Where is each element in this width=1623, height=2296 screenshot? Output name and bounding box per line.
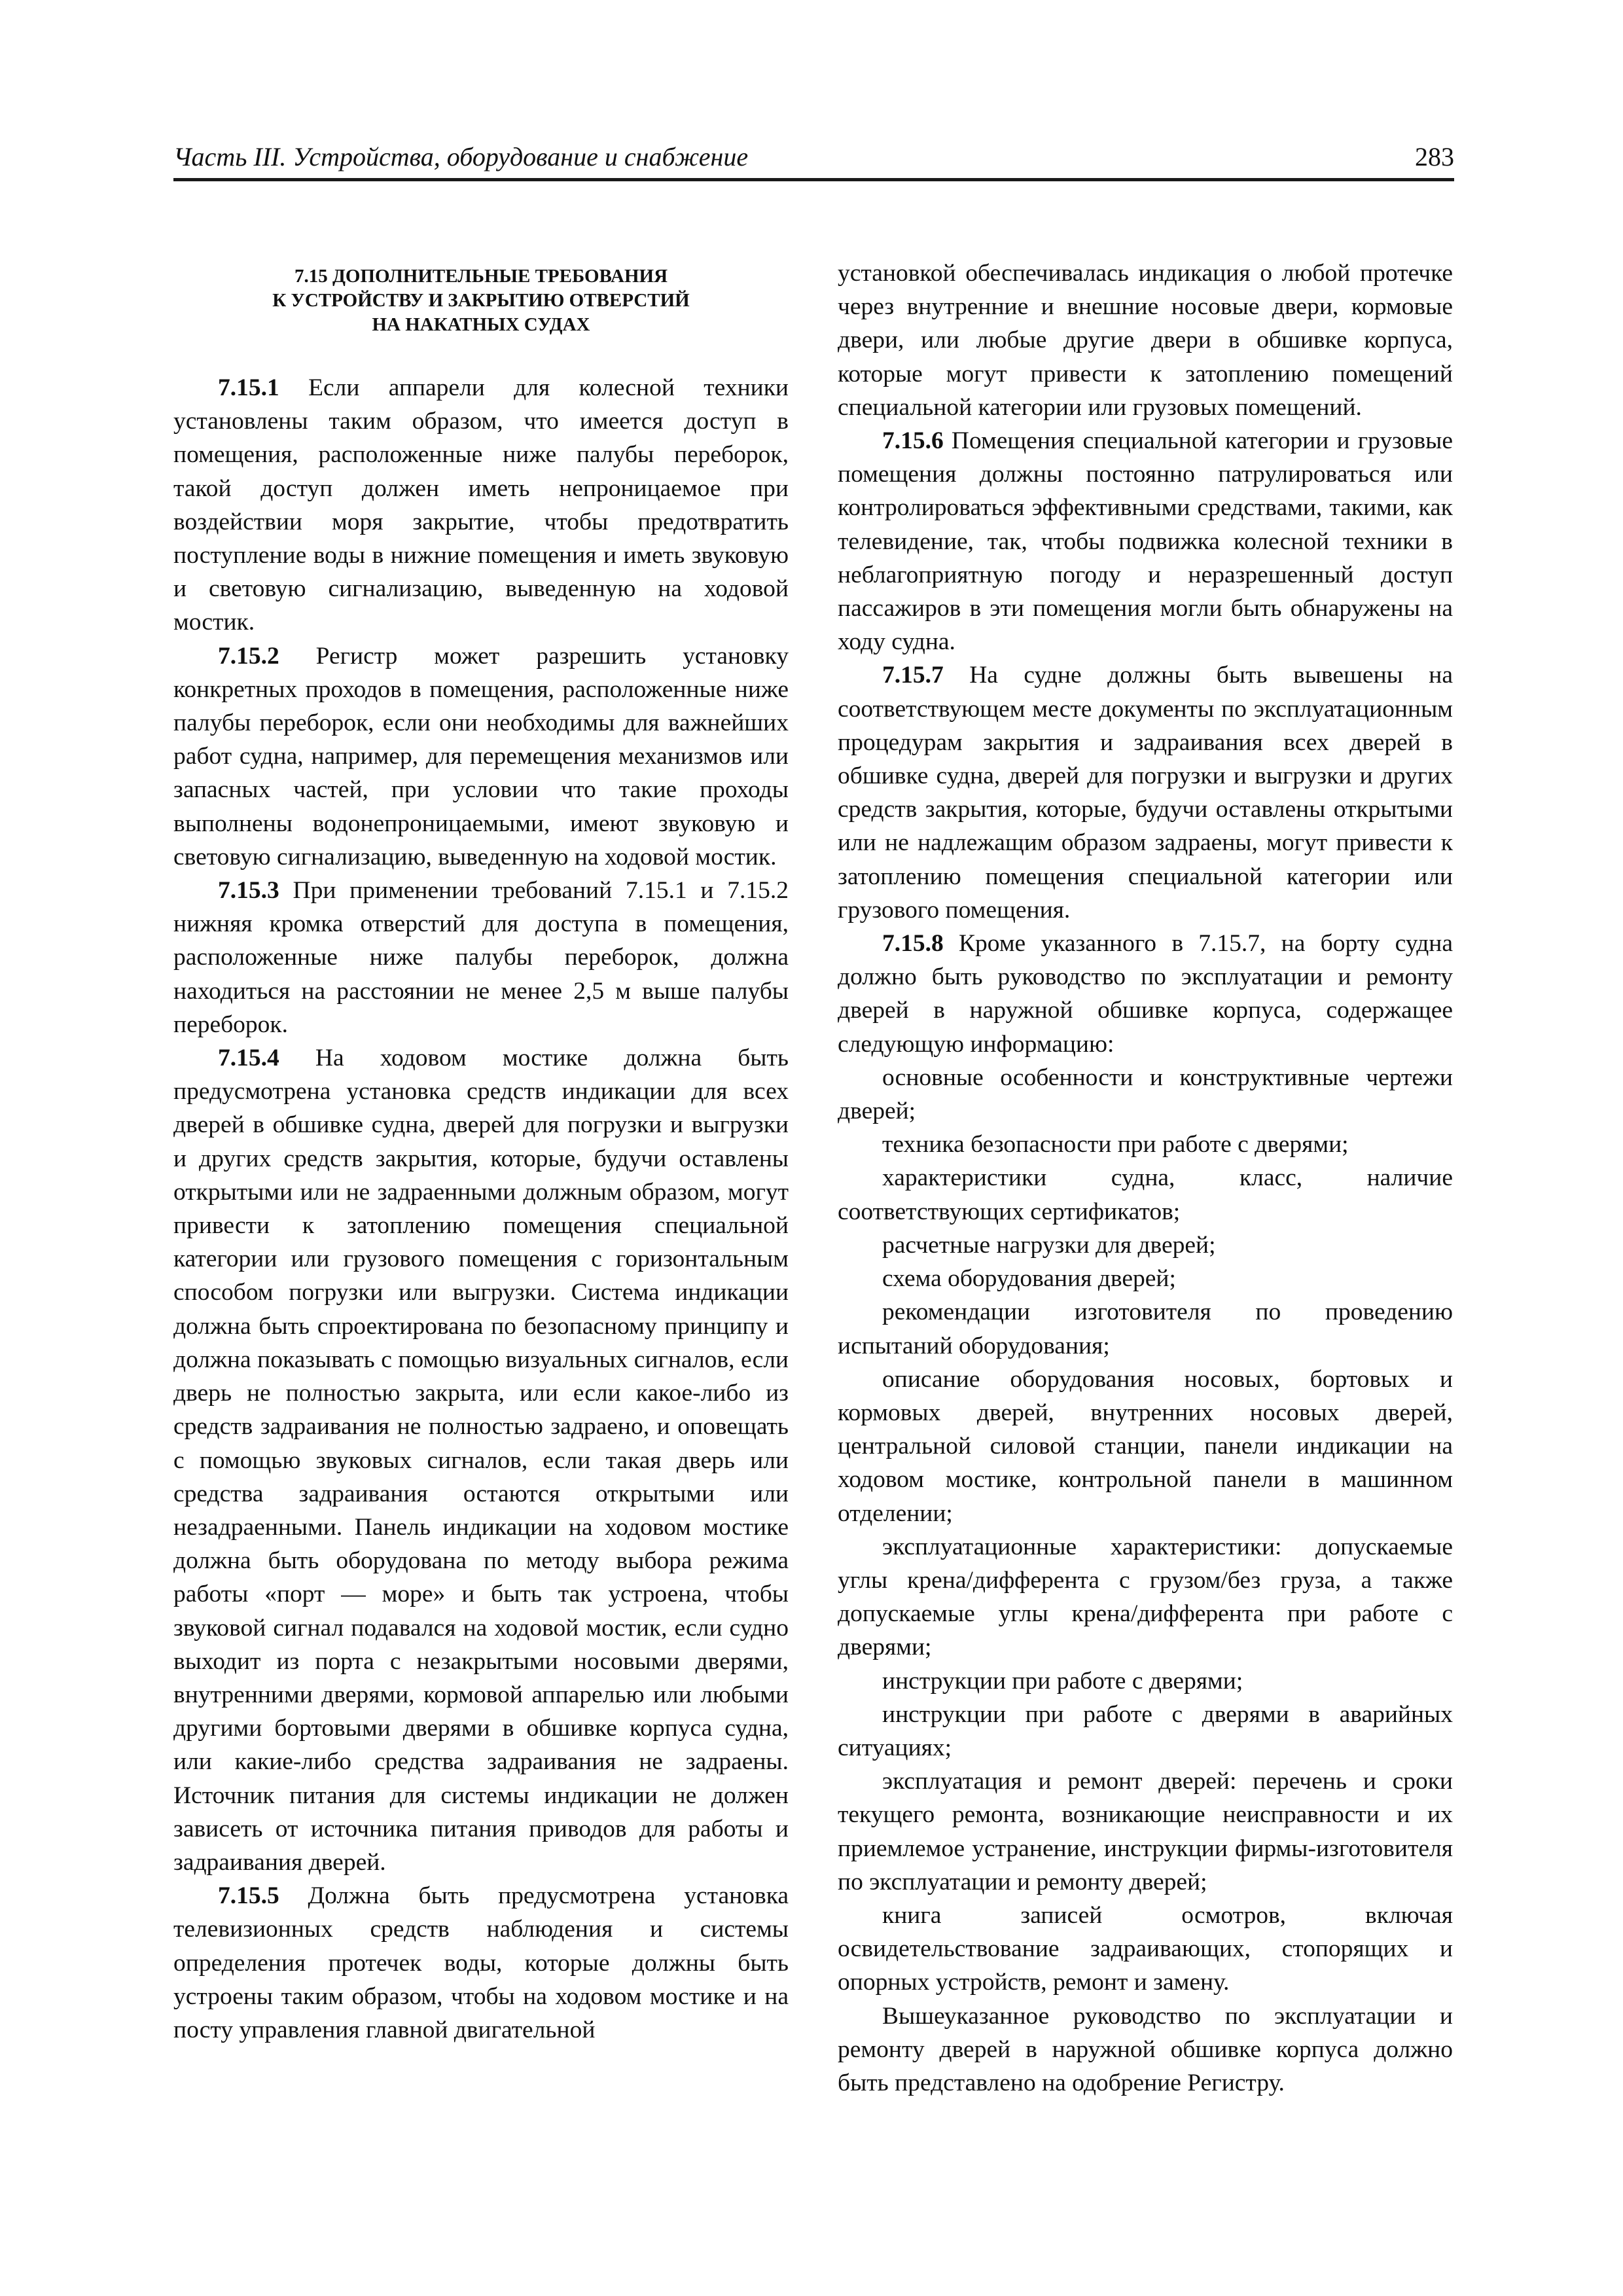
clause-text: При применении требований 7.15.1 и 7.15.2 нижняя кромка отверстий для доступа в помещения, расположенные ниже палубы переборок, должна находиться на расстоянии не менее 2,5 м выше палубы переборок. <box>173 877 789 1038</box>
clause-7-15-5 <box>173 1879 789 2047</box>
clause-7-15-5-continued: установкой обеспечивалась индикация о любой протечке через внутренние и внешние носовые двери, кормовые двери, или любые другие двери в обшивке корпуса, которые могут привести к затоплению помещений специальной категории или грузовых помещений. <box>838 260 1453 421</box>
list-item: инструкции при работе с дверями в аварийных ситуациях; <box>838 1700 1453 1761</box>
page-number: 283 <box>1415 142 1454 171</box>
clause-7-15-2 <box>173 639 789 874</box>
list-item: книга записей осмотров, включая освидетельствование задраивающих, стопорящих и опорных устройств, ремонт и замену. <box>838 1901 1453 1996</box>
clause-text: Регистр может разрешить установку конкретных проходов в помещения, расположенные ниже палубы переборок, если они необходимы для важнейших работ судна, например, для перемещения механизмов или запасных частей, при условии что такие проходы выполнены водонепроницаемыми, имеют звуковую и световую сигнализацию, выведенную на ходовой мостик. <box>173 642 789 870</box>
clause-7-15-3 <box>173 874 789 1041</box>
heading-line: К УСТРОЙСТВУ И ЗАКРЫТИЮ ОТВЕРСТИЙ <box>272 290 690 311</box>
clause-7-15-1 <box>173 371 789 639</box>
running-header <box>173 141 1454 181</box>
clause-text: На ходовом мостике должна быть предусмотрена установка средств индикации для всех дверей в обшивке судна, дверей для погрузки и выгрузки и других средств закрытия, которые, будучи оставлены открытыми или не задраенными должным образом, могут привести к затоплению помещения специальной категории или грузового помещения с горизонтальным способом погрузки или выгрузки. Система индикации должна быть спроектирована по безопасному принципу и должна показывать с помощью визуальных сигналов, если дверь не полностью закрыта, или если какое-либо из средств задраивания не полностью задраено, и оповещать с помощью звуковых сигналов, если такая дверь или средства задраивания остаются открытыми или незадраенными. Панель индикации на ходовом мостике должна быть оборудована по методу выбора режима работы «порт — море» и быть так устроена, чтобы звуковой сигнал подавался на ходовой мостик, если судно выходит из порта с незакрытыми носовыми дверями, внутренними дверями, кормовой аппарелью или любыми другими бортовыми дверями в обшивке корпуса судна, или какие-либо средства задраивания не задраены. Источник питания для системы индикации не должен зависеть от источника питания приводов для работы и задраивания дверей. <box>173 1045 789 1876</box>
list-item: эксплуатационные характеристики: допускаемые углы крена/дифферента с грузом/без груза, а также допускаемые углы крена/дифферента при работе с дверями; <box>838 1533 1453 1661</box>
list-item: рекомендации изготовителя по проведению испытаний оборудования; <box>838 1299 1453 1359</box>
list-item: техника безопасности при работе с дверями; <box>882 1131 1349 1158</box>
heading-line: НА НАКАТНЫХ СУДАХ <box>372 314 590 335</box>
clause-text: На судне должны быть вывешены на соответствующем месте документы по эксплуатационным процедурам закрытия и задраивания всех дверей в обшивке судна, дверей для погрузки и выгрузки и других средств закрытия, которые, будучи оставлены открытыми или не надлежащим образом задраены, могут привести к затоплению помещения специальной категории или грузового помещения. <box>838 662 1453 924</box>
left-column <box>173 257 789 2047</box>
list-item: основные особенности и конструктивные чертежи дверей; <box>838 1064 1453 1125</box>
clause-number: 7.15.7 <box>882 662 944 689</box>
section-heading <box>173 264 789 337</box>
clause-text: Если аппарели для колесной техники установлены таким образом, что имеется доступ в помещения, расположенные ниже палубы переборок, такой доступ должен иметь непроницаемое при воздействии моря закрытие, чтобы предотвратить поступление воды в нижние помещения и иметь звуковую и световую сигнализацию, выведенную на ходовой мостик. <box>173 374 789 636</box>
clause-number: 7.15.3 <box>218 877 279 905</box>
list-item: инструкции при работе с дверями; <box>882 1667 1243 1695</box>
list-item: схема оборудования дверей; <box>882 1265 1176 1293</box>
list-item: эксплуатация и ремонт дверей: перечень и сроки текущего ремонта, возникающие неисправности и их приемлемое устранение, инструкции фирмы-изготовителя по эксплуатации и ремонту дверей; <box>838 1768 1453 1895</box>
clause-number: 7.15.2 <box>218 642 279 670</box>
right-column <box>838 257 1453 2100</box>
closing-paragraph: Вышеуказанное руководство по эксплуатации и ремонту дверей в наружной обшивке корпуса должно быть представлено на одобрение Регистру. <box>838 2002 1453 2096</box>
clause-7-15-8 <box>838 927 1453 1061</box>
clause-7-15-4 <box>173 1041 789 1879</box>
list-item: описание оборудования носовых, бортовых и кормовых дверей, внутренних носовых дверей, центральной силовой станции, панели индикации на ходовом мостике, контрольной панели в машинном отделении; <box>838 1365 1453 1527</box>
clause-number: 7.15.8 <box>882 930 944 958</box>
clause-text: Кроме указанного в 7.15.7, на борту судна должно быть руководство по эксплуатации и ремонту дверей в наружной обшивке корпуса, содержащее следующую информацию: <box>838 930 1453 1058</box>
clause-number: 7.15.5 <box>218 1882 279 1910</box>
clause-number: 7.15.6 <box>882 427 944 455</box>
list-item: характеристики судна, класс, наличие соответствующих сертификатов; <box>838 1164 1453 1225</box>
clause-number: 7.15.1 <box>218 374 279 401</box>
clause-text: Помещения специальной категории и грузовые помещения должны постоянно патрулироваться или контролироваться эффективными средствами, такими, как телевидение, так, чтобы подвижка колесной техники в неблагоприятную погоду и неразрешенный доступ пассажиров в эти помещения могли быть обнаружены на ходу судна. <box>838 427 1453 656</box>
clause-7-15-6 <box>838 424 1453 658</box>
clause-number: 7.15.4 <box>218 1045 279 1072</box>
list-item: расчетные нагрузки для дверей; <box>882 1231 1216 1259</box>
header-title: Часть III. Устройства, оборудование и снабжение <box>173 142 749 171</box>
heading-line: 7.15 ДОПОЛНИТЕЛЬНЫЕ ТРЕБОВАНИЯ <box>294 266 668 287</box>
clause-7-15-7 <box>838 658 1453 927</box>
clause-text: Должна быть предусмотрена установка телевизионных средств наблюдения и системы определения протечек воды, которые должны быть устроены таким образом, чтобы на ходовом мостике и на посту управления главной двигательной <box>173 1882 789 2043</box>
